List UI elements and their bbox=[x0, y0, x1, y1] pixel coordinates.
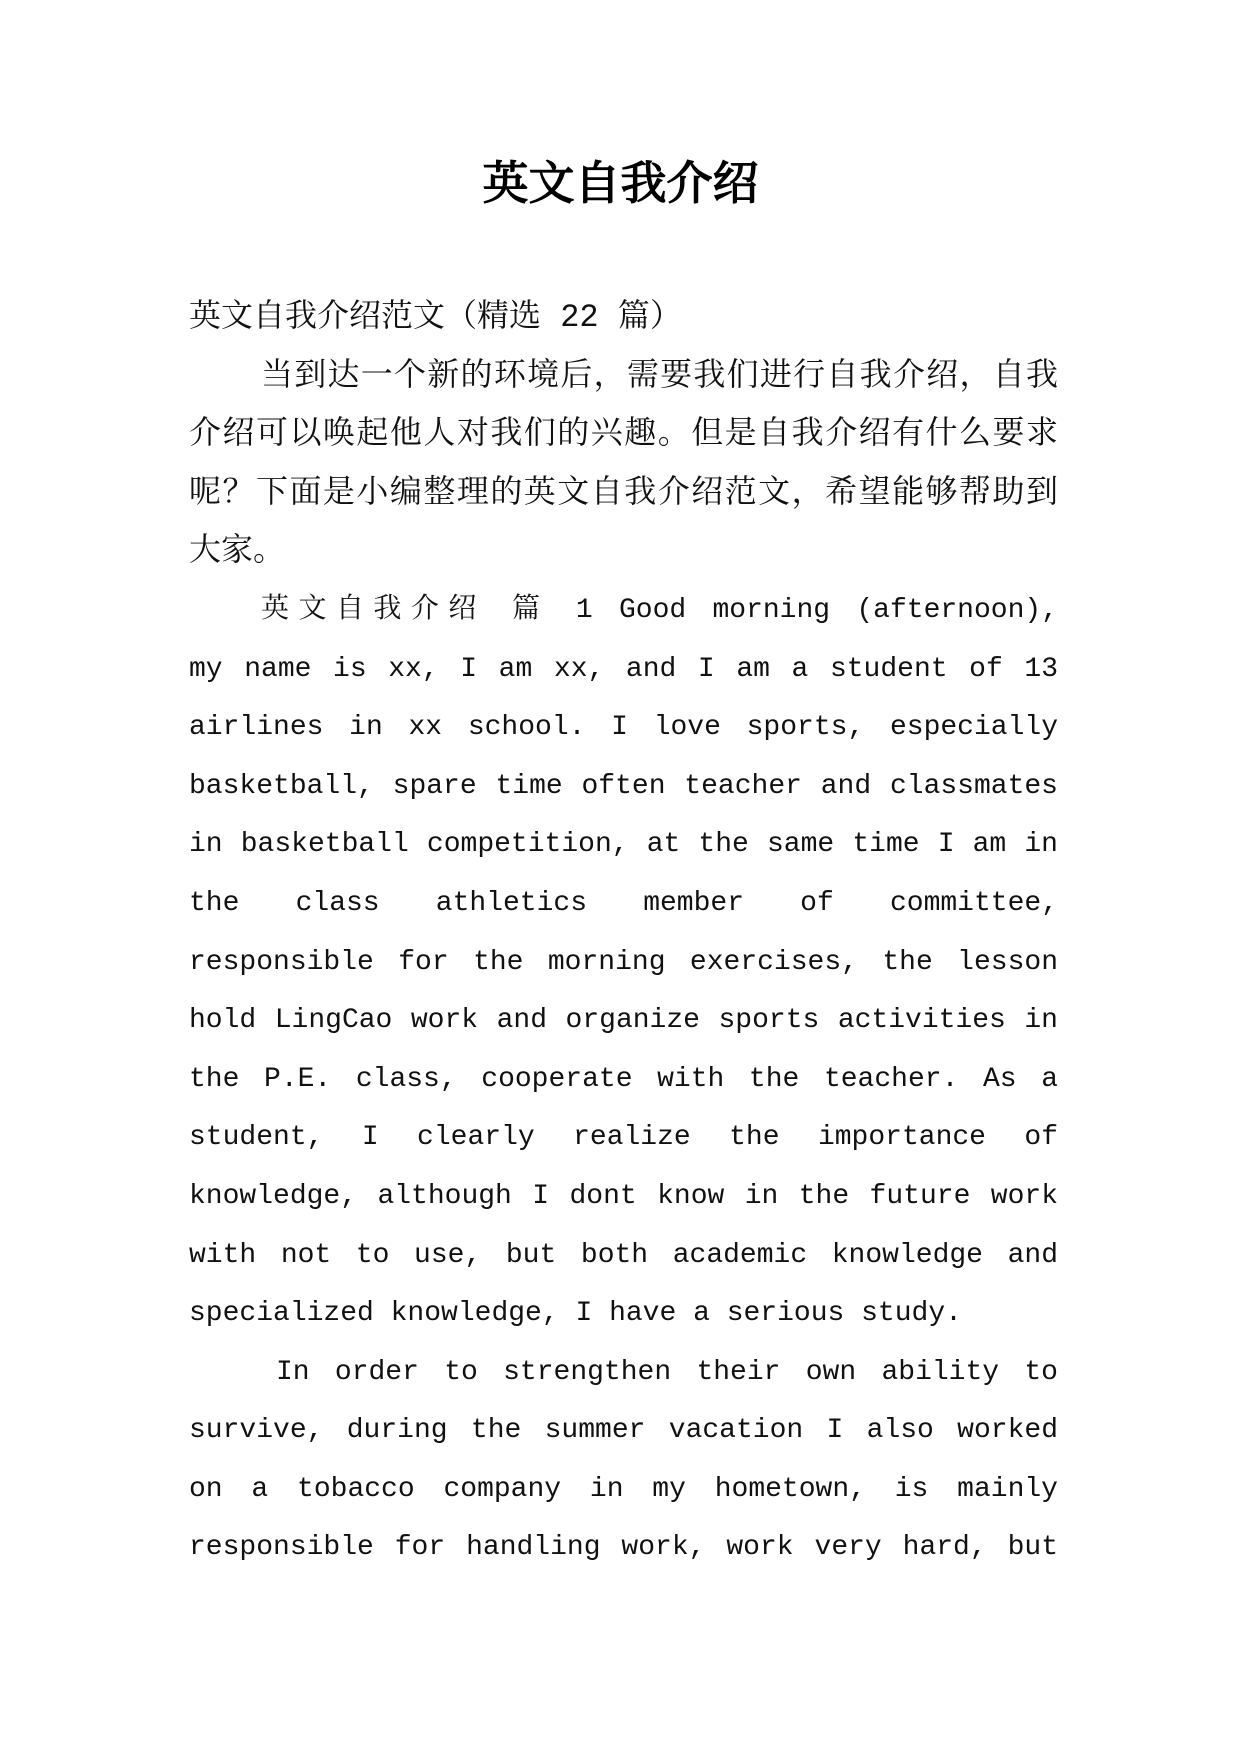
paragraph-line: 大家。 bbox=[189, 533, 286, 571]
paragraph-line: in basketball competition, at the same time I am in bbox=[189, 829, 1058, 861]
paragraph-line: on a tobacco company in my hometown, is mainly bbox=[189, 1473, 1058, 1505]
paragraph-line: knowledge, although I dont know in the future work bbox=[189, 1180, 1058, 1212]
paragraph-line: the class athletics member of committee, bbox=[189, 887, 1058, 919]
paragraph-intro bbox=[189, 348, 1058, 582]
paragraph-line: the P.E. class, cooperate with the teacher. As a bbox=[189, 1063, 1058, 1095]
document-body bbox=[189, 289, 1058, 1578]
paragraph-line: responsible for the morning exercises, the lesson bbox=[189, 946, 1058, 978]
paragraph-line: hold LingCao work and organize sports activities in bbox=[189, 1005, 1058, 1037]
paragraph-sample-1 bbox=[189, 582, 1058, 1344]
paragraph-line: In order to strengthen their own ability to bbox=[276, 1356, 1058, 1388]
paragraph-line: with not to use, but both academic knowledge and bbox=[189, 1239, 1058, 1271]
paragraph-line: survive, during the summer vacation I also worked bbox=[189, 1415, 1058, 1447]
paragraph-line: 当到达一个新的环境后，需要我们进行自我介绍，自我 bbox=[261, 357, 1058, 395]
paragraph-line: responsible for handling work, work very hard, but bbox=[189, 1532, 1058, 1564]
paragraph-line: airlines in xx school. I love sports, especially bbox=[189, 712, 1058, 744]
paragraph-line: my name is xx, I am xx, and I am a student of 13 bbox=[189, 653, 1058, 685]
paragraph-line: 英文自我介绍 篇 1 Good morning (afternoon), bbox=[261, 594, 1058, 626]
paragraph-line: student, I clearly realize the importance of bbox=[189, 1122, 1058, 1154]
paragraph-line: 介绍可以唤起他人对我们的兴趣。但是自我介绍有什么要求 bbox=[189, 416, 1058, 454]
paragraph-line: specialized knowledge, I have a serious study. bbox=[189, 1298, 962, 1330]
paragraph-line: 呢？下面是小编整理的英文自我介绍范文，希望能够帮助到 bbox=[189, 474, 1058, 512]
paragraph-continued bbox=[189, 1344, 1058, 1578]
document-title: 英文自我介绍 bbox=[482, 156, 759, 210]
document-subtitle: 英文自我介绍范文（精选 22 篇） bbox=[189, 299, 682, 336]
paragraph-line: basketball, spare time often teacher and classmates bbox=[189, 770, 1058, 802]
